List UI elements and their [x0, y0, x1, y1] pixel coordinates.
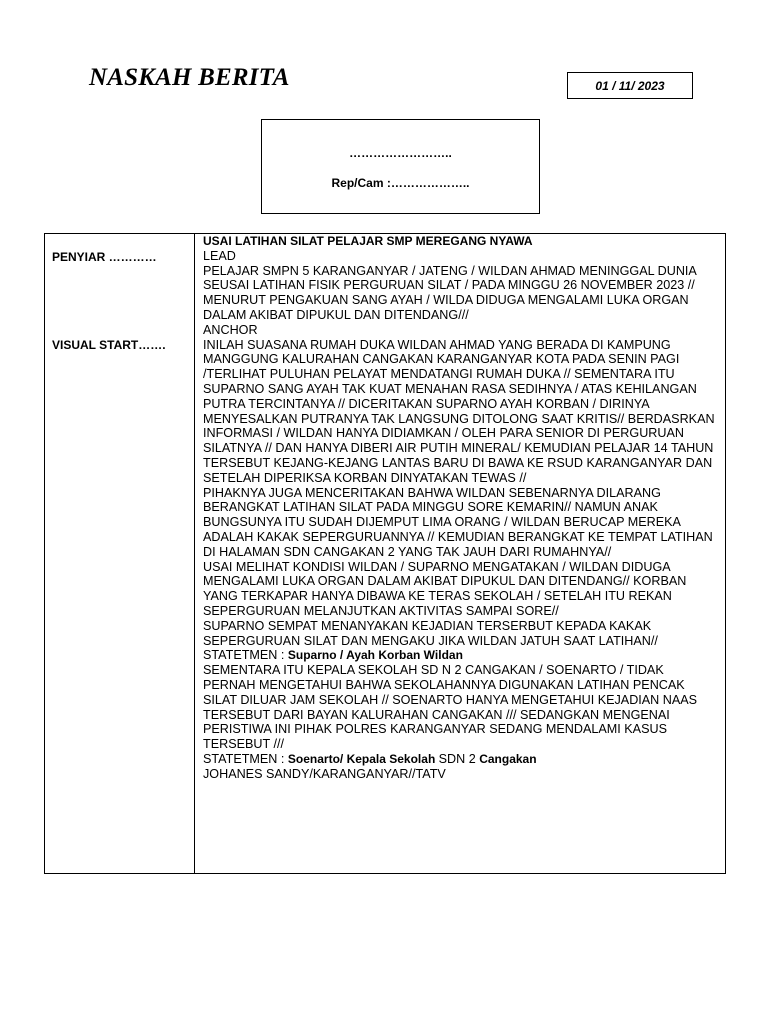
- script-line: INILAH SUASANA RUMAH DUKA WILDAN AHMAD YANG BERADA DI KAMPUNG: [203, 337, 671, 352]
- script-line: MENYESALKAN PUTRANYA TAK LANGSUNG DITOLONG SAAT KRITIS// BERDASRKAN: [203, 411, 715, 426]
- script-line: SEPERGURUAN MELANJUTKAN AKTIVITAS SAMPAI SORE//: [203, 603, 559, 618]
- script-line: SETELAH DIPERIKSA KORBAN DINYATAKAN TEWAS //: [203, 470, 527, 485]
- script-line: PERISTIWA INI PIHAK POLRES KARANGANYAR SEDANG MENDALAMI KASUS: [203, 722, 667, 737]
- statement-2-prefix: STATETMEN :: [203, 751, 288, 766]
- script-column: [203, 234, 721, 781]
- signoff: JOHANES SANDY/KARANGANYAR//TATV: [203, 766, 446, 781]
- script-line: SUPARNO SANG AYAH TAK KUAT MENAHAN RASA SEDIHNYA / ATAS KEHILANGAN: [203, 381, 697, 396]
- script-body-part-1: [203, 249, 721, 649]
- script-line: SEUSAI LATIHAN FISIK PERGURUAN SILAT / PADA MINGGU 26 NOVEMBER 2023 //: [203, 278, 695, 293]
- script-line: TERSEBUT ///: [203, 737, 284, 752]
- script-line: SEPERGURUAN SILAT DAN MENGAKU JIKA WILDAN JATUH SAAT LATIHAN//: [203, 633, 658, 648]
- script-line: DI HALAMAN SDN CANGAKAN 2 YANG TAK JAUH DARI RUMAHNYA//: [203, 544, 612, 559]
- script-line: MANGGUNG KALURAHAN CANGAKAN KARANGANYAR KOTA PADA SENIN PAGI: [203, 352, 680, 367]
- script-line: ADALAH KAKAK SEPERGURUANNYA // KEMUDIAN BERANGKAT KE TEMPAT LATIHAN: [203, 529, 713, 544]
- script-line: INFORMASI / WILDAN HANYA DIDIAMKAN / OLEH PARA SENIOR DI PERGURUAN: [203, 426, 684, 441]
- cue-column: [45, 234, 195, 873]
- script-line: BERANGKAT LATIHAN SILAT PADA MINGGU SORE KEMARIN// NAMUN ANAK: [203, 500, 658, 515]
- script-line: /TERLIHAT PULUHAN PELAYAT MENDATANGI RUMAH DUKA // SEMENTARA ITU: [203, 367, 675, 382]
- statement-1-speaker: Suparno / Ayah Korban Wildan: [287, 648, 463, 663]
- script-line: ANCHOR: [203, 322, 258, 337]
- script-line: PERNAH MENGETAHUI BAHWA SEKOLAHANNYA DIGUNAKAN LATIHAN PENCAK: [203, 677, 685, 692]
- statement-2-place: Cangakan: [479, 751, 537, 766]
- script-line: USAI MELIHAT KONDISI WILDAN / SUPARNO MENGATAKAN / WILDAN DIDUGA: [203, 559, 671, 574]
- reporter-info-box: [261, 119, 540, 214]
- info-dots: ……………………..: [349, 146, 452, 160]
- script-line: SUPARNO SEMPAT MENANYAKAN KEJADIAN TERSERBUT KEPADA KAKAK: [203, 618, 652, 633]
- script-line: DALAM AKIBAT DIPUKUL DAN DITENDANG///: [203, 307, 469, 322]
- script-line: PIHAKNYA JUGA MENCERITAKAN BAHWA WILDAN SEBENARNYA DILARANG: [203, 485, 661, 500]
- script-line: BUNGSUNYA ITU SUDAH DIJEMPUT LIMA ORANG / WILDAN BERUCAP MEREKA: [203, 515, 681, 530]
- penyiar-label: PENYIAR …………: [52, 250, 157, 264]
- date-box: [567, 72, 693, 99]
- script-line: YANG TERKAPAR HANYA DIBAWA KE TERAS SEKOLAH / SETELAH ITU REKAN: [203, 589, 672, 604]
- script-line: TERSEBUT KEJANG-KEJANG LANTAS BARU DI BAWA KE RSUD KARANGANYAR DAN: [203, 455, 713, 470]
- statement-2: [203, 752, 721, 767]
- script-line: SILAT DILUAR JAM SEKOLAH // SOENARTO HANYA MENGETAHUI KEJADIAN NAAS: [203, 692, 698, 707]
- script-line: SILATNYA // DAN HANYA DIBERI AIR PUTIH MINERAL/ KEMUDIAN PELAJAR 14 TAHUN: [203, 441, 714, 456]
- script-line: TERSEBUT DARI BAYAN KALURAHAN CANGAKAN /// SEDANGKAN MENGENAI: [203, 707, 670, 722]
- script-line: MENGALAMI LUKA ORGAN DALAM AKIBAT DIPUKUL DAN DITENDANG// KORBAN: [203, 574, 687, 589]
- statement-1: [203, 648, 721, 663]
- script-table: [44, 233, 726, 874]
- script-line: LEAD: [203, 248, 236, 263]
- script-line: MENURUT PENGAKUAN SANG AYAH / WILDA DIDUGA MENGALAMI LUKA ORGAN: [203, 293, 689, 308]
- headline: USAI LATIHAN SILAT PELAJAR SMP MEREGANG NYAWA: [203, 234, 533, 248]
- script-body-part-2: [203, 663, 721, 752]
- document-title: NASKAH BERITA: [89, 64, 290, 91]
- statement-1-prefix: STATETMEN :: [203, 648, 288, 663]
- script-line: PUTRA TERCINTANYA // DICERITAKAN SUPARNO AYAH KORBAN / DIRINYA: [203, 396, 650, 411]
- script-line: SEMENTARA ITU KEPALA SEKOLAH SD N 2 CANGAKAN / SOENARTO / TIDAK: [203, 663, 664, 678]
- date-text: 01 / 11/ 2023: [595, 78, 665, 93]
- rep-cam-label: Rep/Cam :………………..: [331, 176, 470, 190]
- statement-2-school: SDN 2: [438, 751, 480, 766]
- statement-2-speaker: Soenarto/ Kepala Sekolah: [287, 751, 439, 766]
- visual-start-label: VISUAL START…….: [52, 338, 166, 352]
- script-line: PELAJAR SMPN 5 KARANGANYAR / JATENG / WILDAN AHMAD MENINGGAL DUNIA: [203, 263, 697, 278]
